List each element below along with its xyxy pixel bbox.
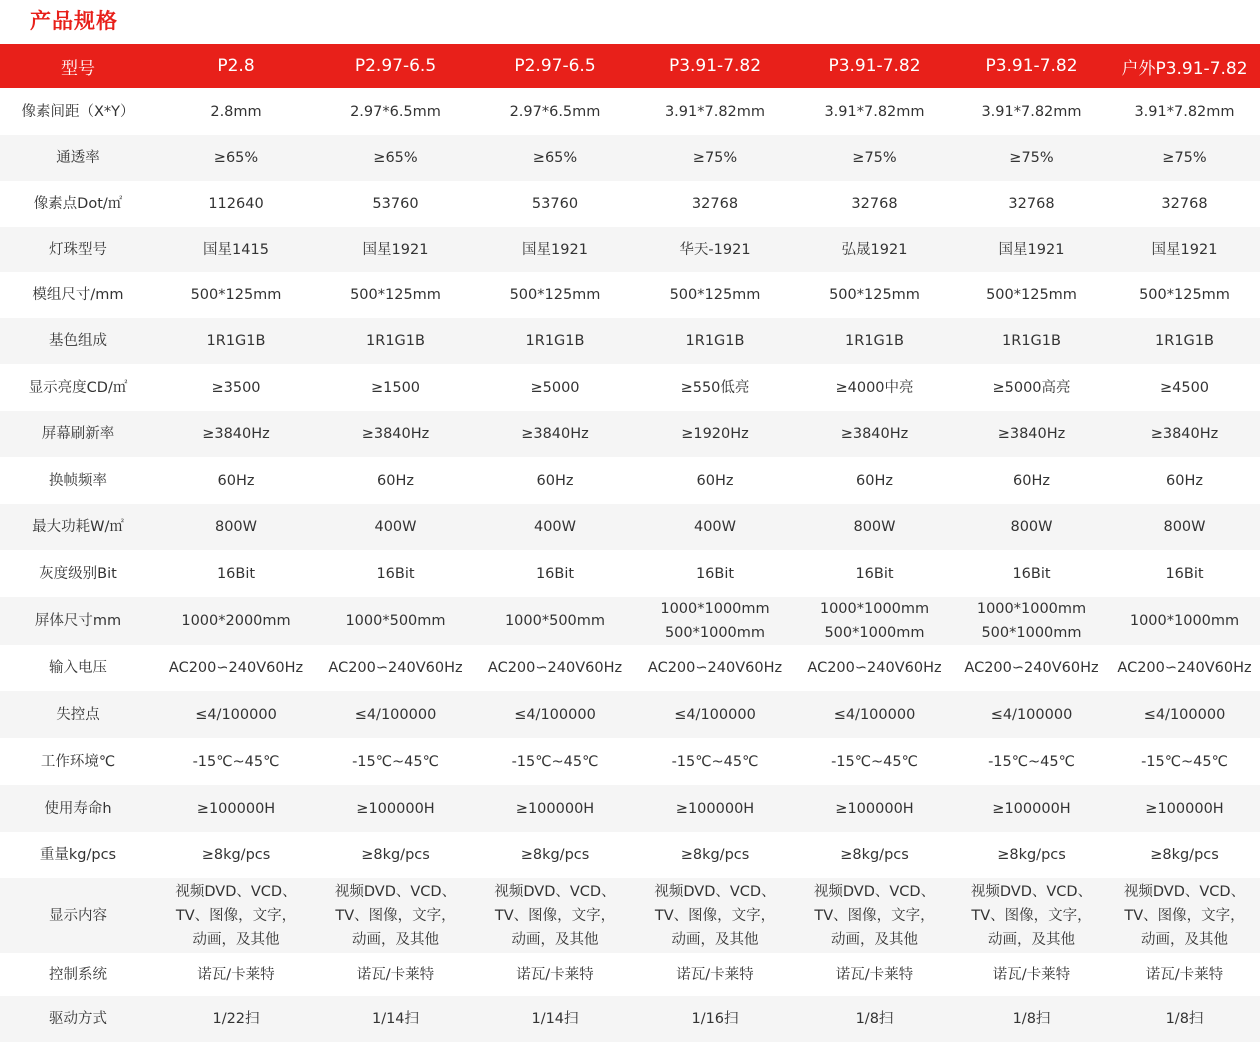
table-cell: -15℃~45℃ <box>954 738 1109 785</box>
table-cell: ≥3840Hz <box>1109 411 1260 457</box>
table-cell: ≤4/100000 <box>954 691 1109 738</box>
table-cell: 500*125mm <box>156 272 316 318</box>
row-label: 模组尺寸/mm <box>0 272 156 318</box>
table-cell: 16Bit <box>635 550 795 597</box>
table-cell: ≥100000H <box>156 785 316 832</box>
table-cell: 112640 <box>156 181 316 227</box>
table-cell: 500*125mm <box>475 272 635 318</box>
table-cell: 1000*1000mm 500*1000mm <box>795 597 954 645</box>
table-cell: ≥3500 <box>156 364 316 411</box>
table-cell: 16Bit <box>795 550 954 597</box>
table-cell: -15℃~45℃ <box>316 738 475 785</box>
table-cell: ≥8kg/pcs <box>156 832 316 878</box>
table-cell: AC200∽240V60Hz <box>1109 645 1260 691</box>
row-label: 像素间距（X*Y） <box>0 88 156 135</box>
table-cell: -15℃~45℃ <box>795 738 954 785</box>
table-row <box>0 364 1260 411</box>
header-cell: P3.91-7.82 <box>635 44 795 88</box>
table-cell: 16Bit <box>156 550 316 597</box>
header-row <box>0 44 1260 88</box>
table-cell: ≥8kg/pcs <box>475 832 635 878</box>
table-cell: ≥3840Hz <box>156 411 316 457</box>
table-row <box>0 785 1260 832</box>
table-cell: ≥75% <box>1109 135 1260 181</box>
table-cell: 60Hz <box>795 457 954 504</box>
table-cell: 视频DVD、VCD、 TV、图像，文字， 动画，及其他 <box>316 878 475 953</box>
table-row <box>0 318 1260 364</box>
table-cell: 60Hz <box>1109 457 1260 504</box>
table-cell: 1/8扫 <box>795 996 954 1042</box>
table-cell: 诺瓦/卡莱特 <box>316 953 475 996</box>
table-cell: 400W <box>475 504 635 550</box>
table-cell: AC200∽240V60Hz <box>316 645 475 691</box>
table-cell: 视频DVD、VCD、 TV、图像，文字， 动画，及其他 <box>795 878 954 953</box>
table-cell: ≥75% <box>635 135 795 181</box>
table-cell: ≥65% <box>475 135 635 181</box>
table-cell: 16Bit <box>316 550 475 597</box>
table-cell: 500*125mm <box>1109 272 1260 318</box>
table-row <box>0 738 1260 785</box>
table-cell: ≥8kg/pcs <box>1109 832 1260 878</box>
table-cell: -15℃~45℃ <box>156 738 316 785</box>
table-cell: 800W <box>1109 504 1260 550</box>
spec-table <box>0 44 1260 1042</box>
table-cell: 2.8mm <box>156 88 316 135</box>
table-cell: ≥3840Hz <box>316 411 475 457</box>
page-title: 产品规格 <box>30 8 118 33</box>
table-cell: 60Hz <box>475 457 635 504</box>
row-label: 最大功耗W/㎡ <box>0 504 156 550</box>
table-cell: ≤4/100000 <box>475 691 635 738</box>
table-cell: ≥75% <box>954 135 1109 181</box>
table-cell: 诺瓦/卡莱特 <box>475 953 635 996</box>
table-cell: 60Hz <box>954 457 1109 504</box>
table-cell: 3.91*7.82mm <box>1109 88 1260 135</box>
table-cell: 1000*2000mm <box>156 597 316 645</box>
table-cell: 国星1921 <box>475 227 635 272</box>
table-cell: 1R1G1B <box>635 318 795 364</box>
row-label: 失控点 <box>0 691 156 738</box>
header-cell: P2.97-6.5 <box>316 44 475 88</box>
table-cell: 1/8扫 <box>1109 996 1260 1042</box>
table-cell: AC200∽240V60Hz <box>635 645 795 691</box>
row-label: 通透率 <box>0 135 156 181</box>
table-cell: 1/14扫 <box>475 996 635 1042</box>
table-cell: ≤4/100000 <box>635 691 795 738</box>
row-label: 工作环境℃ <box>0 738 156 785</box>
table-cell: ≥550低亮 <box>635 364 795 411</box>
table-cell: 1/16扫 <box>635 996 795 1042</box>
table-cell: 1/14扫 <box>316 996 475 1042</box>
table-cell: 诺瓦/卡莱特 <box>156 953 316 996</box>
table-cell: ≥5000 <box>475 364 635 411</box>
table-cell: 53760 <box>475 181 635 227</box>
table-row <box>0 457 1260 504</box>
table-cell: 500*125mm <box>954 272 1109 318</box>
table-row <box>0 953 1260 996</box>
table-row <box>0 878 1260 953</box>
table-cell: ≥5000高亮 <box>954 364 1109 411</box>
table-cell: ≥65% <box>316 135 475 181</box>
table-cell: ≥1920Hz <box>635 411 795 457</box>
row-label: 显示内容 <box>0 878 156 953</box>
header-cell: P2.97-6.5 <box>475 44 635 88</box>
table-cell: ≥3840Hz <box>954 411 1109 457</box>
table-cell: 1000*1000mm 500*1000mm <box>954 597 1109 645</box>
table-cell: ≤4/100000 <box>795 691 954 738</box>
table-cell: 500*125mm <box>635 272 795 318</box>
header-cell: P2.8 <box>156 44 316 88</box>
table-cell: 32768 <box>635 181 795 227</box>
table-cell: AC200∽240V60Hz <box>795 645 954 691</box>
table-cell: 3.91*7.82mm <box>635 88 795 135</box>
table-cell: 32768 <box>1109 181 1260 227</box>
table-row <box>0 550 1260 597</box>
table-cell: 3.91*7.82mm <box>954 88 1109 135</box>
table-cell: 2.97*6.5mm <box>475 88 635 135</box>
row-label: 屏体尺寸mm <box>0 597 156 645</box>
header-cell: 型号 <box>0 44 156 88</box>
table-cell: ≥8kg/pcs <box>954 832 1109 878</box>
table-cell: 1000*500mm <box>316 597 475 645</box>
table-cell: ≥100000H <box>635 785 795 832</box>
row-label: 驱动方式 <box>0 996 156 1042</box>
table-cell: 3.91*7.82mm <box>795 88 954 135</box>
table-cell: 国星1921 <box>316 227 475 272</box>
table-cell: ≥65% <box>156 135 316 181</box>
table-cell: ≥100000H <box>795 785 954 832</box>
table-cell: 视频DVD、VCD、 TV、图像，文字， 动画，及其他 <box>954 878 1109 953</box>
table-row <box>0 181 1260 227</box>
table-cell: ≥1500 <box>316 364 475 411</box>
table-cell: 1000*1000mm 500*1000mm <box>635 597 795 645</box>
row-label: 控制系统 <box>0 953 156 996</box>
table-cell: 1/8扫 <box>954 996 1109 1042</box>
table-cell: ≥3840Hz <box>795 411 954 457</box>
table-cell: 1R1G1B <box>1109 318 1260 364</box>
table-cell: AC200∽240V60Hz <box>954 645 1109 691</box>
table-cell: 1R1G1B <box>475 318 635 364</box>
table-cell: ≤4/100000 <box>1109 691 1260 738</box>
table-cell: 500*125mm <box>795 272 954 318</box>
row-label: 基色组成 <box>0 318 156 364</box>
table-cell: 16Bit <box>954 550 1109 597</box>
row-label: 换帧频率 <box>0 457 156 504</box>
row-label: 灯珠型号 <box>0 227 156 272</box>
table-cell: 2.97*6.5mm <box>316 88 475 135</box>
row-label: 像素点Dot/㎡ <box>0 181 156 227</box>
table-cell: 1/22扫 <box>156 996 316 1042</box>
table-cell: 华天-1921 <box>635 227 795 272</box>
table-cell: 400W <box>316 504 475 550</box>
table-cell: 诺瓦/卡莱特 <box>1109 953 1260 996</box>
table-row <box>0 272 1260 318</box>
table-cell: 53760 <box>316 181 475 227</box>
table-cell: 60Hz <box>635 457 795 504</box>
table-cell: 1R1G1B <box>156 318 316 364</box>
row-label: 输入电压 <box>0 645 156 691</box>
table-cell: -15℃~45℃ <box>1109 738 1260 785</box>
table-cell: ≥100000H <box>1109 785 1260 832</box>
table-cell: 800W <box>156 504 316 550</box>
table-cell: 60Hz <box>316 457 475 504</box>
table-row <box>0 832 1260 878</box>
table-cell: ≥8kg/pcs <box>635 832 795 878</box>
table-row <box>0 691 1260 738</box>
table-cell: ≥8kg/pcs <box>316 832 475 878</box>
table-cell: ≥100000H <box>316 785 475 832</box>
table-cell: 弘晟1921 <box>795 227 954 272</box>
header-cell: 户外P3.91-7.82 <box>1109 44 1260 88</box>
table-cell: AC200∽240V60Hz <box>475 645 635 691</box>
table-cell: 1000*1000mm <box>1109 597 1260 645</box>
table-cell: 视频DVD、VCD、 TV、图像，文字， 动画，及其他 <box>1109 878 1260 953</box>
table-cell: ≥4500 <box>1109 364 1260 411</box>
table-cell: 1R1G1B <box>795 318 954 364</box>
table-cell: 16Bit <box>475 550 635 597</box>
table-row <box>0 411 1260 457</box>
table-cell: 60Hz <box>156 457 316 504</box>
table-row <box>0 504 1260 550</box>
table-cell: ≥4000中亮 <box>795 364 954 411</box>
table-cell: ≤4/100000 <box>316 691 475 738</box>
table-cell: -15℃~45℃ <box>635 738 795 785</box>
table-cell: 1R1G1B <box>316 318 475 364</box>
table-cell: 国星1921 <box>1109 227 1260 272</box>
table-cell: 视频DVD、VCD、 TV、图像，文字， 动画，及其他 <box>635 878 795 953</box>
table-cell: ≥3840Hz <box>475 411 635 457</box>
table-cell: 视频DVD、VCD、 TV、图像，文字， 动画，及其他 <box>475 878 635 953</box>
table-cell: ≥75% <box>795 135 954 181</box>
table-cell: -15℃~45℃ <box>475 738 635 785</box>
header-cell: P3.91-7.82 <box>795 44 954 88</box>
table-cell: 16Bit <box>1109 550 1260 597</box>
table-row <box>0 227 1260 272</box>
table-cell: AC200∽240V60Hz <box>156 645 316 691</box>
table-cell: 诺瓦/卡莱特 <box>635 953 795 996</box>
header-cell: P3.91-7.82 <box>954 44 1109 88</box>
table-cell: ≤4/100000 <box>156 691 316 738</box>
table-cell: 视频DVD、VCD、 TV、图像，文字， 动画，及其他 <box>156 878 316 953</box>
row-label: 使用寿命h <box>0 785 156 832</box>
table-cell: 32768 <box>795 181 954 227</box>
table-row <box>0 597 1260 645</box>
table-cell: 500*125mm <box>316 272 475 318</box>
row-label: 显示亮度CD/㎡ <box>0 364 156 411</box>
table-cell: 国星1415 <box>156 227 316 272</box>
table-cell: 诺瓦/卡莱特 <box>795 953 954 996</box>
row-label: 屏幕刷新率 <box>0 411 156 457</box>
table-cell: 400W <box>635 504 795 550</box>
table-cell: ≥100000H <box>475 785 635 832</box>
table-cell: 1000*500mm <box>475 597 635 645</box>
table-cell: 1R1G1B <box>954 318 1109 364</box>
table-cell: ≥8kg/pcs <box>795 832 954 878</box>
table-cell: 国星1921 <box>954 227 1109 272</box>
table-row <box>0 645 1260 691</box>
row-label: 重量kg/pcs <box>0 832 156 878</box>
table-cell: 800W <box>954 504 1109 550</box>
row-label: 灰度级别Bit <box>0 550 156 597</box>
table-row <box>0 135 1260 181</box>
table-row <box>0 996 1260 1042</box>
table-cell: 32768 <box>954 181 1109 227</box>
table-cell: 诺瓦/卡莱特 <box>954 953 1109 996</box>
table-row <box>0 88 1260 135</box>
table-cell: 800W <box>795 504 954 550</box>
table-cell: ≥100000H <box>954 785 1109 832</box>
